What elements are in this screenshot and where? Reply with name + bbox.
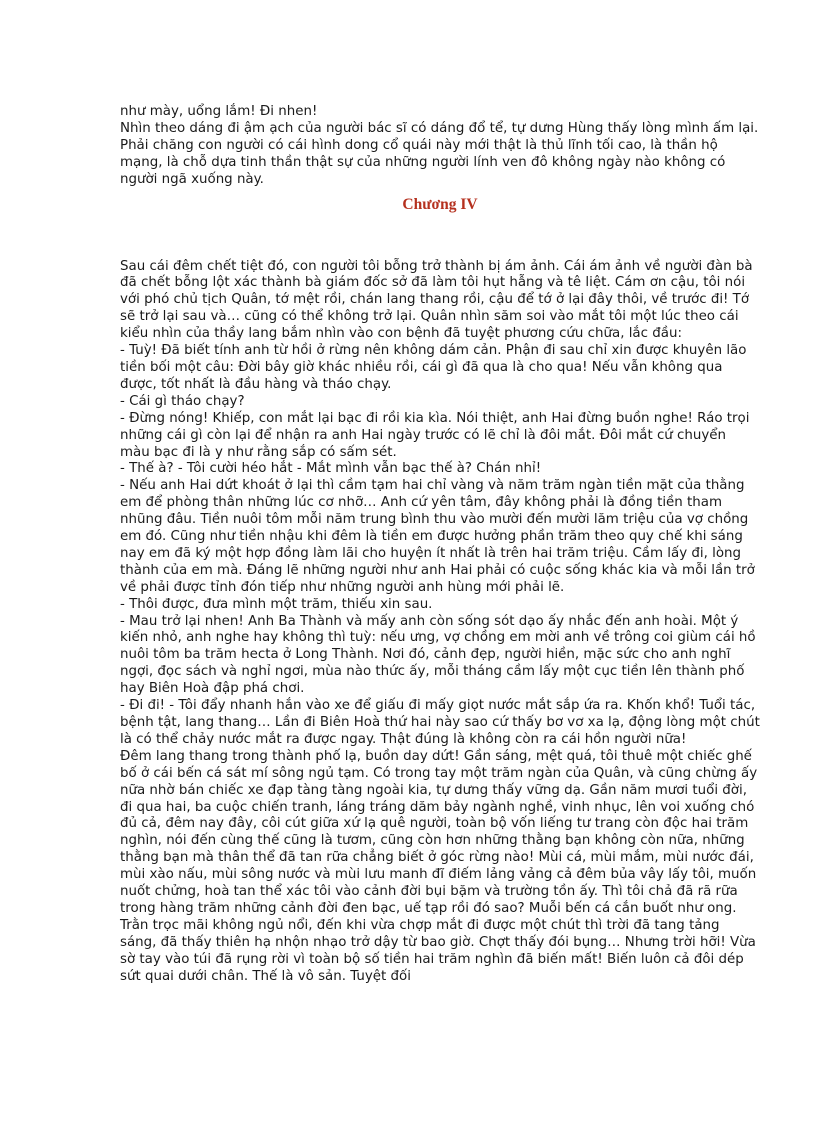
paragraph: - Mau trở lại nhen! Anh Ba Thành và mấy anh còn sống sót dạo ấy nhắc đến anh hoài. Một ý kiến nhỏ, anh nghe hay không thì tuỳ: nếu ưng, vợ chồng em mời anh về trông coi giùm cái hồ nuôi tôm ba trăm hecta ở Long Thành. Nơi đó, cảnh đẹp, người hiền, mặc sức cho anh nghĩ ngợi, đọc sách và nghỉ ngơi, mùa nào thức ấy, mỗi tháng cầm lấy một cục tiền lên thành phố hay Biên Hoà đập phá chơi. — [120, 613, 756, 697]
paragraph: - Đi đi! - Tôi đẩy nhanh hắn vào xe để giấu đi mấy giọt nước mắt sắp ứa ra. Khốn khổ! Tuổi tác, bệnh tật, lang thang… Lần đi Biên Hoà thứ hai này sao cứ thấy bơ vơ xa lạ, động lòng một chút là có thể chảy nước mắt ra được ngay. Thật đúng là không còn ra cái hồn người nữa! — [120, 698, 760, 747]
chapter-title: Chương IV — [402, 195, 478, 213]
intro-line: như mày, uổng lắm! Đi nhen! — [120, 104, 318, 119]
paragraph: - Đừng nóng! Khiếp, con mắt lại bạc đi rồi kia kìa. Nói thiệt, anh Hai đừng buồn nghe! Ráo trọi những cái gì còn lại để nhận ra anh Hai ngày trước có lẽ chỉ là đôi mắt. Đôi mắt cứ chuyển màu bạc đi là y như rằng sắp có sấm sét. — [120, 410, 750, 460]
paragraph: - Thế à? - Tôi cười héo hắt - Mắt mình vẫn bạc thế à? Chán nhỉ! — [120, 461, 542, 477]
document-page — [120, 104, 760, 986]
paragraph: - Thôi được, đưa mình một trăm, thiếu xin sau. — [120, 596, 433, 612]
paragraph: - Nếu anh Hai dứt khoát ở lại thì cầm tạm hai chỉ vàng và năm trăm ngàn tiền mặt của thằng em để phòng thân những lúc cơ nhỡ… Anh cứ yên tâm, đây không phải là đồng tiền tham nhũng đâu. Tiền nuôi tôm mỗi năm trung bình thu vào mười đến mười lăm triệu của vợ chồng em đó. Cũng như tiền nhậu khi đêm là tiền em được hưởng phần trăm theo quy chế khi sáng nay em đã ký một hợp đồng làm lãi cho huyện ít nhất là trên hai trăm triệu. Cầm lấy đi, lòng thành của em mà. Đáng lẽ những người như anh Hai phải có cuộc sống khác kia và mỗi lần trở về phải được tỉnh đón tiếp như những người anh hùng mới phải lẽ. — [120, 478, 755, 595]
paragraph: Sau cái đêm chết tiệt đó, con người tôi bỗng trở thành bị ám ảnh. Cái ám ảnh về người đàn bà đã chết bỗng lột xác thành bà giám đốc sở đã làm tôi hụt hẫng và tê liệt. Cám ơn cậu, tôi nói với phó chủ tịch Quân, tớ mệt rồi, chán lang thang rồi, cậu để tớ ở lại đây thôi, về trước đi! Tớ sẽ trở lại sau và… cũng có thể không trở lại. Quân nhìn săm soi vào mắt tôi một lúc theo cái kiểu nhìn của thầy lang bắm nhìn vào con bệnh đã tuyệt phương cứu chữa, lắc đầu: — [120, 258, 753, 342]
paragraph: Đêm lang thang trong thành phố lạ, buồn day dứt! Gần sáng, mệt quá, tôi thuê một chiếc ghế bố ở cái bến cá sát mí sông ngủ tạm. Có trong tay một trăm ngàn của Quân, và cũng chừng ấy nữa nhờ bán chiếc xe đạp tàng tàng ngoài kia, tự dưng thấy vững dạ. Gần năm mươi tuổi đời, đi qua hai, ba cuộc chiến tranh, láng tráng dăm bảy ngành nghề, vinh nhục, lên voi xuống chó đủ cả, đêm nay đây, côi cút giữa xứ lạ quê người, toàn bộ vốn liếng tư trang còn độc hai trăm nghìn, nói đến cùng thế cũng là tươm, cũng còn hơn những thằng bạn không còn nữa, những thằng bạn mà thân thể đã tan rữa chẳng biết ở góc rừng nào! Mùi cá, mùi mắm, mùi nước đái, mùi xào nấu, mùi sông nước và mùi lưu manh đĩ điếm lảng vảng cả đêm bủa vây lấy tôi, muốn nuốt chửng, hoà tan thể xác tôi vào cảnh đời bụi bặm và trường tồn ấy. Thì tôi chả đã rã rữa trong hàng trăm những cảnh đời đen bạc, uế tạp rồi đó sao? Muỗi bến cá cắn buốt như ong. Trằn trọc mãi không ngủ nổi, đến khi vừa chợp mắt đi được một chút thì trời đã tang tảng sáng, đã thấy thiên hạ nhộn nhạo trở dậy từ bao giờ. Chợt thấy đói bụng… Nhưng trời hỡi! Vừa sờ tay vào túi đã rụng rời vì toàn bộ số tiền hai trăm nghìn đã biến mất! Biến luôn cả đôi dép sứt quai dưới chân. Thế là vô sản. Tuyệt đối — [120, 748, 758, 984]
intro-paragraph: Nhìn theo dáng đi ậm ạch của người bác sĩ có dáng đổ tể, tự dưng Hùng thấy lòng mình ấm lại. Phải chăng con người có cái hình dong cổ quái này mới thật là thủ lĩnh tối cao, là thần hộ mạng, là chỗ dựa tinh thần thật sự của những người lính ven đô không ngày nào không có người ngã xuống này. — [120, 120, 759, 187]
paragraph: - Cái gì tháo chạy? — [120, 393, 245, 409]
paragraph: - Tuỳ! Đã biết tính anh từ hồi ở rừng nên không dám cản. Phận đi sau chỉ xin được khuyên lão tiền bối một câu: Đời bây giờ khác nhiều rồi, cái gì đã qua là cho qua! Nếu vẫn không qua được, tốt nhất là đầu hàng và tháo chạy. — [120, 343, 747, 392]
spacer — [120, 215, 760, 259]
